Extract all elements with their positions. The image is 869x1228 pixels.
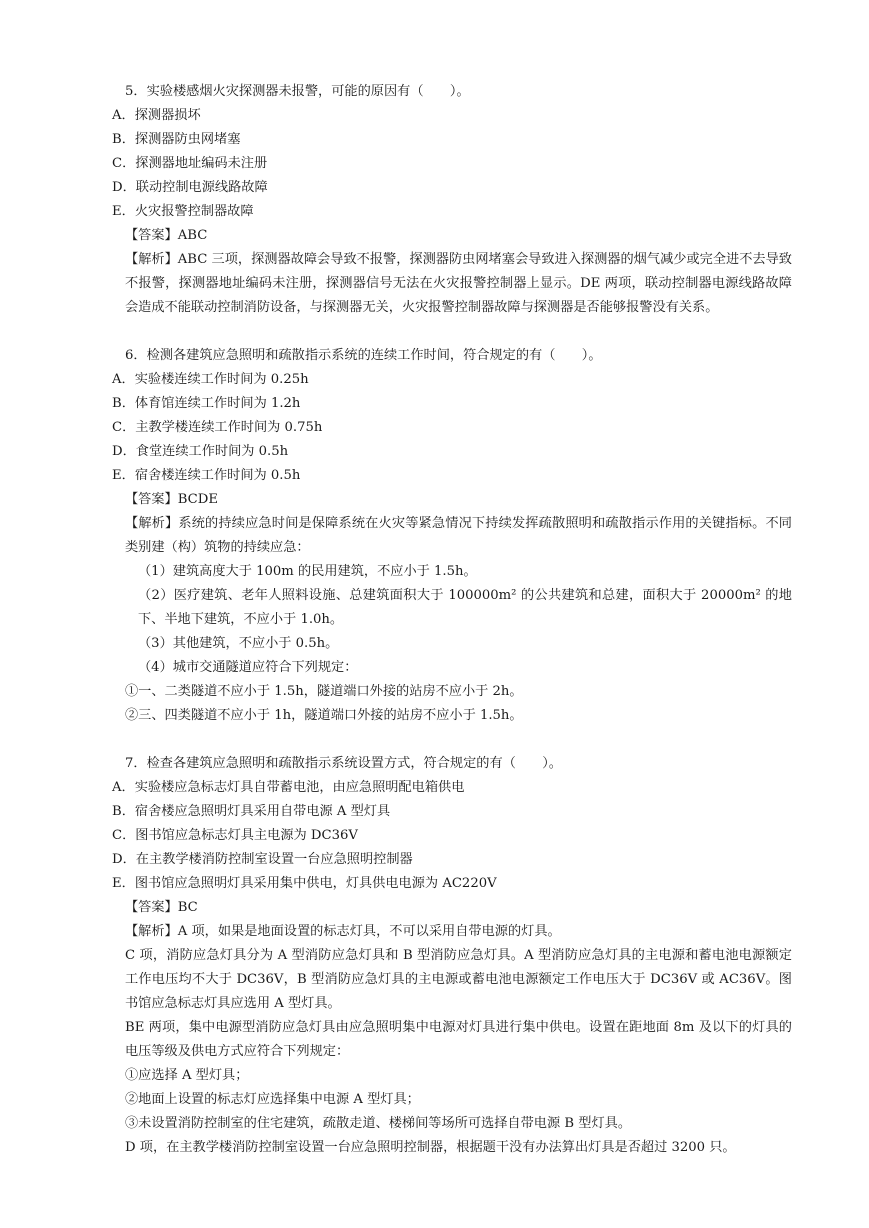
option-c: C．图书馆应急标志灯具主电源为 DC36V [112,828,358,843]
option-b: B．宿舍楼应急照明灯具采用自带电源 A 型灯具 [112,804,391,819]
analysis-d: D 项，在主教学楼消防控制室设置一台应急照明控制器，根据题干没有办法算出灯具是否超过 3200 只。 [125,1140,736,1155]
question-stem: 5．实验楼感烟火灾探测器未报警，可能的原因有（ ）。 [125,84,470,99]
option-d: D．食堂连续工作时间为 0.5h [112,444,289,459]
option-e: E．火灾报警控制器故障 [112,204,254,219]
list-item: （3）其他建筑，不应小于 0.5h。 [138,636,339,651]
spacer [112,320,792,344]
option-d: D．联动控制电源线路故障 [112,180,268,195]
answer: 【答案】BC [125,900,198,915]
option-b: B．探测器防虫网堵塞 [112,132,241,147]
question-5 [112,80,792,320]
answer: 【答案】ABC [125,228,208,243]
list-subitem: ①应选择 A 型灯具； [125,1068,249,1083]
option-d: D．在主教学楼消防控制室设置一台应急照明控制器 [112,852,413,867]
analysis-be: BE 两项，集中电源型消防应急灯具由应急照明集中电源对灯具进行集中供电。设置在距地面 8m 及以下的灯具的电压等级及供电方式应符合下列规定： [125,1020,792,1059]
option-c: C．探测器地址编码未注册 [112,156,268,171]
list-subitem: ③未设置消防控制室的住宅建筑，疏散走道、楼梯间等场所可选择自带电源 B 型灯具。 [125,1116,632,1131]
question-stem: 7．检查各建筑应急照明和疏散指示系统设置方式，符合规定的有（ ）。 [125,756,562,771]
spacer [112,728,792,752]
option-e: E．图书馆应急照明灯具采用集中供电，灯具供电电源为 AC220V [112,876,497,891]
list-subitem: ①一、二类隧道不应小于 1.5h，隧道端口外接的站房不应小于 2h。 [125,684,523,699]
list-item: （2）医疗建筑、老年人照料设施、总建筑面积大于 100000m² 的公共建筑和总建，面积大于 20000m² 的地下、半地下建筑，不应小于 1.0h。 [138,588,792,627]
option-c: C．主教学楼连续工作时间为 0.75h [112,420,323,435]
analysis: 【解析】ABC 三项，探测器故障会导致不报警，探测器防虫网堵塞会导致进入探测器的烟气减少或完全进不去导致不报警，探测器地址编码未注册，探测器信号无法在火灾报警控制器上显示。DE 两项，联动控制器电源线路故障会造成不能联动控制消防设备，与探测器无关，火灾报警控制器故障与探测器是否能够报警没有关系。 [125,252,792,315]
list-item: （1）建筑高度大于 100m 的民用建筑，不应小于 1.5h。 [138,564,477,579]
option-a: A．探测器损坏 [112,108,201,123]
list-item: （4）城市交通隧道应符合下列规定： [138,660,358,675]
analysis: 【解析】系统的持续应急时间是保障系统在火灾等紧急情况下持续发挥疏散照明和疏散指示作用的关键指标。不同类别建（构）筑物的持续应急： [125,516,792,555]
document-page [112,80,792,1160]
list-subitem: ②地面上设置的标志灯应选择集中电源 A 型灯具； [125,1092,420,1107]
option-a: A．实验楼应急标志灯具自带蓄电池，由应急照明配电箱供电 [112,780,465,795]
option-b: B．体育馆连续工作时间为 1.2h [112,396,301,411]
analysis-c: C 项，消防应急灯具分为 A 型消防应急灯具和 B 型消防应急灯具。A 型消防应急灯具的主电源和蓄电池电源额定工作电压均不大于 DC36V，B 型消防应急灯具的主电源或蓄电池电源额定工作电压大于 DC36V 或 AC36V。图书馆应急标志灯具应选用 A 型灯具。 [125,948,792,1011]
question-6 [112,344,792,728]
option-e: E．宿舍楼连续工作时间为 0.5h [112,468,301,483]
question-stem: 6．检测各建筑应急照明和疏散指示系统的连续工作时间，符合规定的有（ ）。 [125,348,602,363]
question-7 [112,752,792,1160]
list-subitem: ②三、四类隧道不应小于 1h，隧道端口外接的站房不应小于 1.5h。 [125,708,523,723]
analysis-a: 【解析】A 项，如果是地面设置的标志灯具，不可以采用自带电源的灯具。 [125,924,561,939]
answer: 【答案】BCDE [125,492,218,507]
option-a: A．实验楼连续工作时间为 0.25h [112,372,309,387]
